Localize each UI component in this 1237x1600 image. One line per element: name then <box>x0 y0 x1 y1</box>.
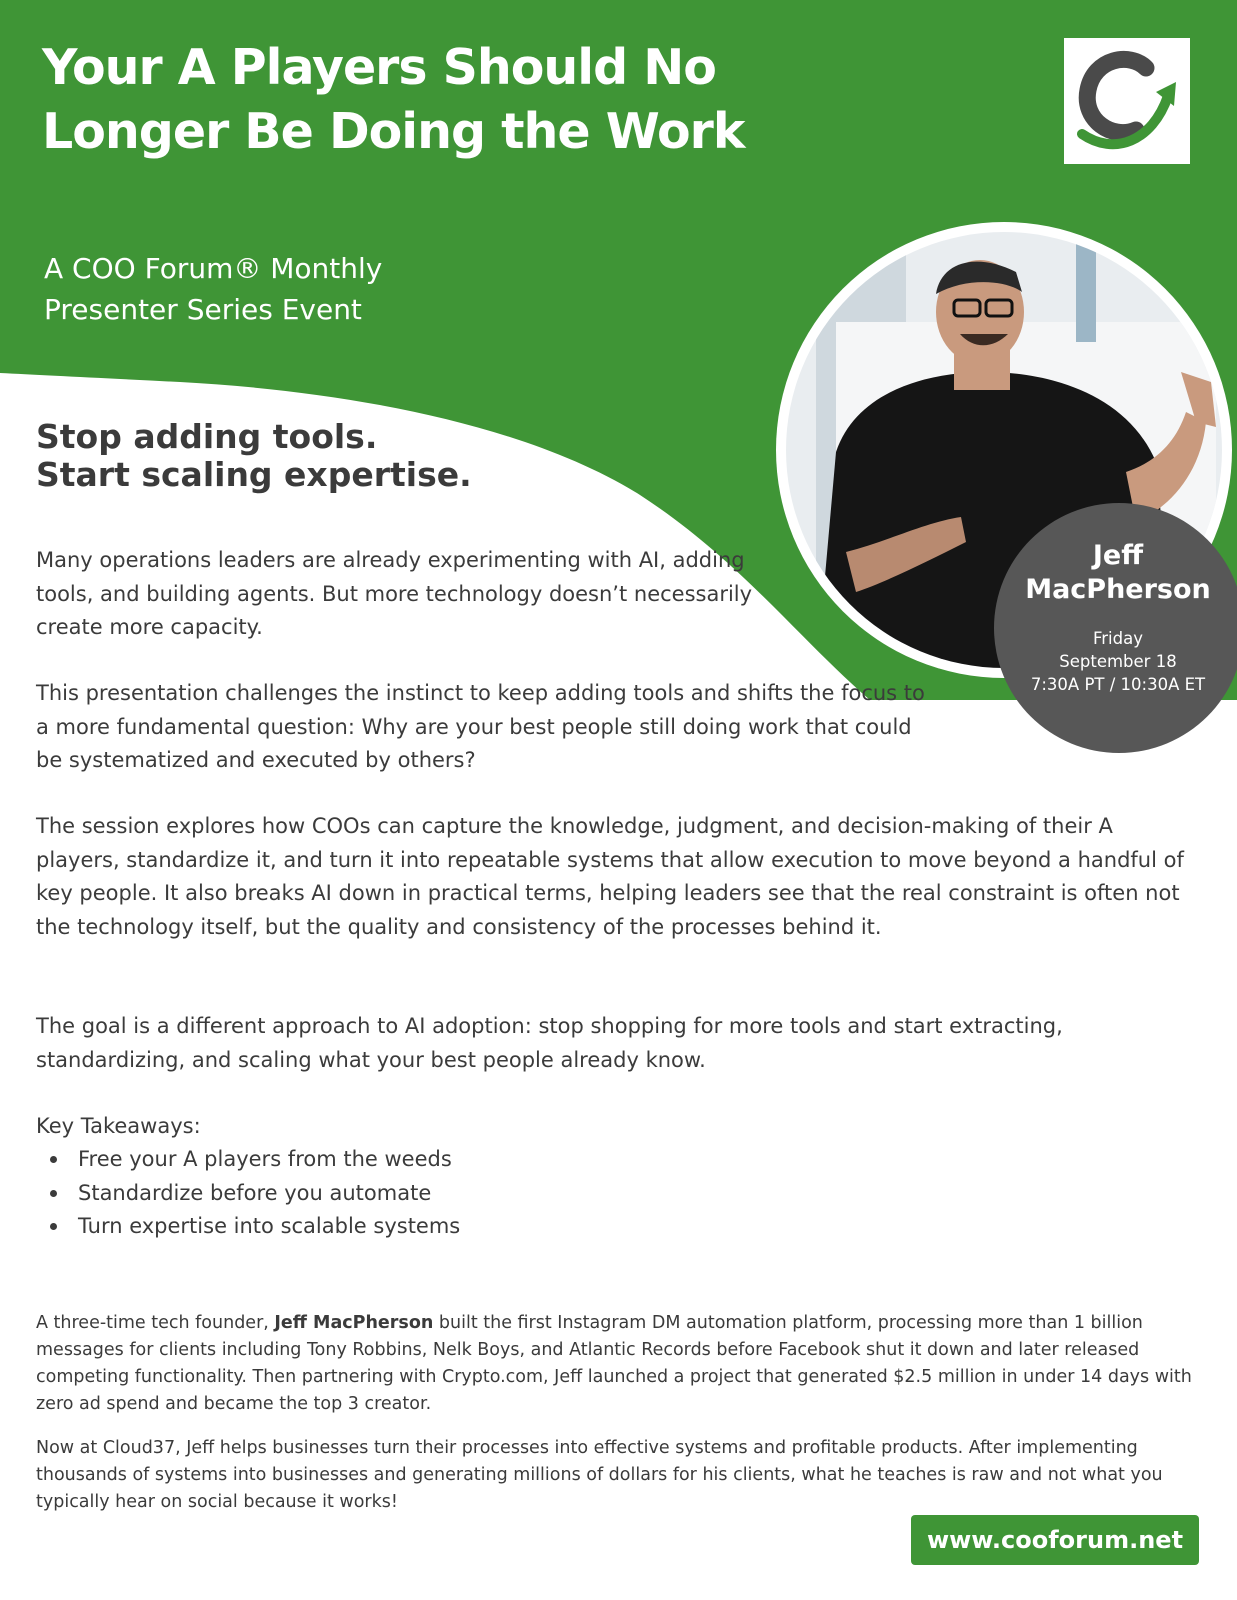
bullet-icon <box>50 1190 57 1197</box>
challenge-paragraph: This presentation challenges the instinct to keep adding tools and shifts the focus to a more fundamental question: Why are your best people still doing work that could be systematized and executed by others? <box>36 681 925 772</box>
subheadline <box>36 418 536 494</box>
speaker-name: Jeff MacPherson <box>1025 540 1211 605</box>
event-date: September 18 <box>1059 652 1177 671</box>
event-day: Friday <box>1092 629 1143 648</box>
speaker-badge <box>994 503 1237 753</box>
bullet-icon <box>50 1156 57 1163</box>
page-title: Your A Players Should No Longer Be Doing the Work <box>42 39 745 160</box>
bio-speaker-name: Jeff MacPherson <box>274 1313 434 1333</box>
speaker-bio-paragraph-2: Now at Cloud37, Jeff helps businesses turn their processes into effective systems and profitable products. After implementing thousands of systems into businesses and generating millions of dollars for his clients, what he teaches is raw and not what you typically hear on social because it works! <box>36 1438 1163 1512</box>
list-item: Standardize before you automate <box>48 1177 648 1211</box>
list-item: Free your A players from the weeds <box>48 1143 648 1177</box>
goal-paragraph: The goal is a different approach to AI adoption: stop shopping for more tools and start extracting, standardizing, and scaling what your best people already know. <box>36 1014 1063 1072</box>
subhead-line-2: Start scaling expertise. <box>36 455 472 494</box>
event-datetime <box>1008 627 1228 696</box>
list-item: Turn expertise into scalable systems <box>48 1210 648 1244</box>
event-series-label: A COO Forum® Monthly Presenter Series Event <box>44 252 383 326</box>
intro-paragraph: Many operations leaders are already experimenting with AI, adding tools, and building agents. But more technology doesn’t necessarily create more capacity. <box>36 548 753 639</box>
website-link-button[interactable]: www.cooforum.net <box>911 1515 1199 1565</box>
event-time: 7:30A PT / 10:30A ET <box>1030 675 1206 694</box>
subhead-line-1: Stop adding tools. <box>36 417 378 456</box>
session-paragraph: The session explores how COOs can capture the knowledge, judgment, and decision-making of their A players, standardize it, and turn it into repeatable systems that allow execution to move beyond a handful of key people. It also breaks AI down in practical terms, helping leaders see that the real constraint is often not the technology itself, but the quality and consistency of the processes behind it. <box>36 814 1184 939</box>
speaker-bio-paragraph: A three-time tech founder, Jeff MacPherson built the first Instagram DM automation platform, processing more than 1 billion messages for clients including Tony Robbins, Nelk Boys, and Atlantic Records before Facebook shut it down and later released competing functionality. Then partnering with Crypto.com, Jeff launched a project that generated $2.5 million in under 14 days with zero ad spend and became the top 3 creator. <box>36 1313 1192 1414</box>
coo-forum-logo-icon <box>1064 38 1190 164</box>
coo-forum-logo <box>1064 38 1190 164</box>
takeaways-list <box>48 1143 648 1244</box>
takeaways-heading: Key Takeaways: <box>36 1114 201 1138</box>
bullet-icon <box>50 1223 57 1230</box>
